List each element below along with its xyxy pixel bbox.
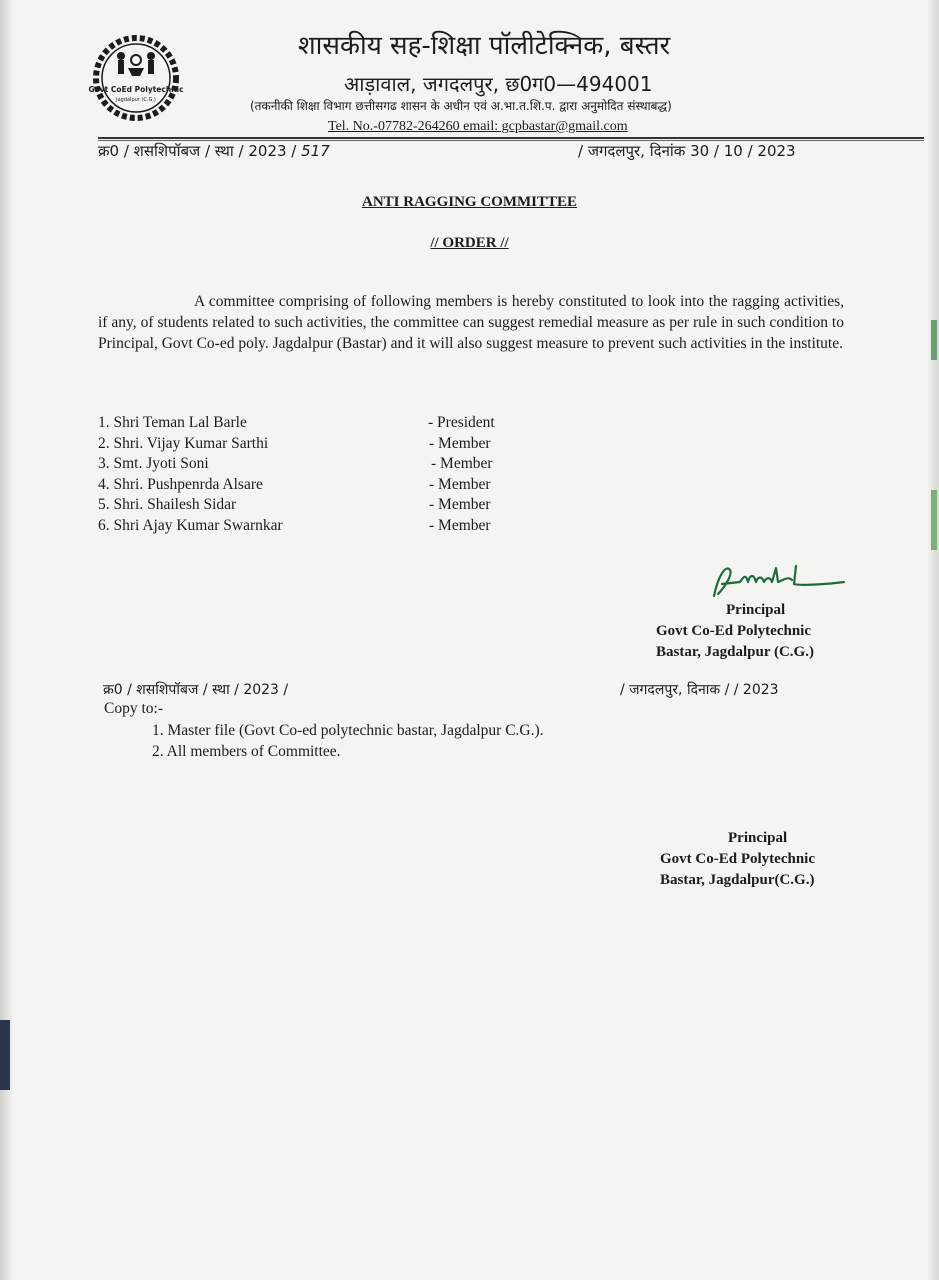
copy-list — [152, 720, 544, 762]
principal-signature — [700, 556, 850, 606]
member-row — [98, 455, 558, 476]
order-paragraph: A committee comprising of following members is hereby constituted to look into the ragging activities, if any, of students related to such activities, the committee can suggest remedial measure as per rule in such condition to Principal, Govt Co-ed poly. Jagdalpur (Bastar) and it will also suggest measure to prevent such activities in the institute. — [98, 293, 844, 352]
member-list — [98, 414, 558, 537]
member-name: 4. Shri. Pushpenrda Alsare — [98, 475, 263, 493]
document-heading: ANTI RAGGING COMMITTEE — [361, 194, 578, 210]
institute-name-hindi: शासकीय सह-शिक्षा पॉलीटेक्निक, बस्तर — [298, 31, 671, 61]
scan-edge-right — [927, 0, 939, 1280]
approval-note-hindi: (तकनीकी शिक्षा विभाग छत्तीसगढ शासन के अधीन एवं अ.भा.त.शि.प. द्वारा अनुमोदित संस्थाबद्ध) — [250, 99, 672, 113]
member-row — [98, 476, 558, 497]
reference-prefix: क्र0 / शसशिपॉबज / स्था / 2023 / — [98, 142, 302, 160]
member-role: - President — [428, 414, 495, 431]
copy-reference-date: / जगदलपुर, दिनाक / / 2023 — [620, 682, 779, 698]
signature-block — [656, 600, 856, 663]
signatory-institute: Govt Co-Ed Polytechnic — [660, 851, 815, 867]
institute-address-hindi: आड़ावाल, जगदलपुर, छ0ग0—494001 — [344, 72, 653, 96]
reference-date: / जगदलपुर, दिनांक 30 / 10 / 2023 — [578, 142, 796, 160]
member-role: - Member — [429, 434, 491, 452]
member-name: 2. Shri. Vijay Kumar Sarthi — [98, 434, 269, 452]
document-subheading: // ORDER // — [430, 235, 509, 251]
member-name: 1. Shri Teman Lal Barle — [98, 414, 247, 431]
reference-number — [98, 141, 330, 161]
contact-line: Tel. No.-07782-264260 email: gcpbastar@gmail.com — [328, 119, 628, 134]
signature-block-2 — [660, 828, 860, 891]
scan-edge-left — [0, 0, 14, 1280]
member-role: - Member — [429, 516, 491, 534]
logo-text: Govt CoEd Polytechnic — [88, 85, 184, 94]
signatory-location: Bastar, Jagdalpur (C.G.) — [656, 644, 814, 660]
member-row — [98, 496, 558, 517]
member-role: - Member — [431, 455, 493, 472]
signatory-location: Bastar, Jagdalpur(C.G.) — [660, 872, 815, 888]
member-row — [98, 435, 558, 456]
header-divider — [98, 137, 924, 139]
member-name: 6. Shri Ajay Kumar Swarnkar — [98, 516, 283, 534]
signatory-institute: Govt Co-Ed Polytechnic — [656, 623, 811, 639]
member-name: 5. Shri. Shailesh Sidar — [98, 496, 237, 513]
member-role: - Member — [429, 496, 491, 513]
copy-item: 1. Master file (Govt Co-ed polytechnic bastar, Jagdalpur C.G.). — [152, 722, 544, 739]
copy-item: 2. All members of Committee. — [152, 743, 341, 760]
reference-handwritten-number: 517 — [301, 142, 330, 160]
member-name: 3. Smt. Jyoti Soni — [98, 455, 209, 472]
signatory-title: Principal — [726, 602, 786, 618]
copy-to-label: Copy to:- — [104, 700, 163, 717]
member-role: - Member — [429, 475, 491, 493]
logo-subtext: Jagdalpur (C.G.) — [116, 97, 156, 103]
member-row — [98, 517, 558, 538]
signatory-title: Principal — [728, 830, 788, 846]
copy-reference-number: क्र0 / शसशिपॉबज / स्था / 2023 / — [103, 682, 289, 698]
member-row — [98, 414, 558, 435]
institute-logo — [88, 30, 184, 126]
